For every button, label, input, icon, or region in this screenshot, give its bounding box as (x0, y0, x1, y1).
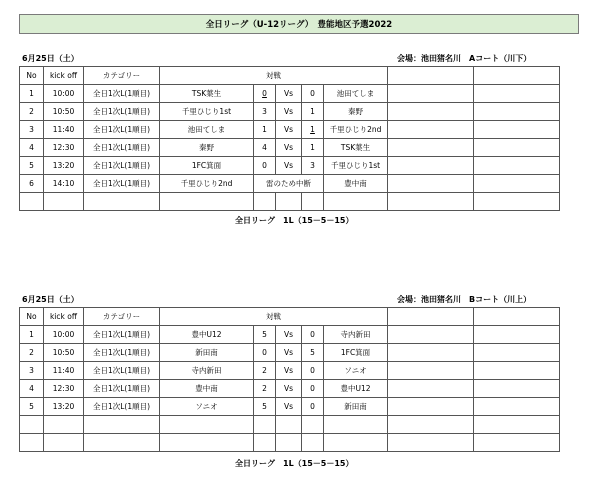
empty-cell (44, 193, 84, 211)
table-row (20, 326, 560, 344)
table-header-row (20, 67, 560, 85)
empty-cell (474, 193, 560, 211)
row-no: 5 (20, 157, 44, 175)
row-kickoff: 12:30 (44, 139, 84, 157)
row-kickoff: 10:50 (44, 103, 84, 121)
row-away-score: 0 (302, 380, 324, 398)
row-away-team: 新田南 (324, 398, 388, 416)
row-blank-2 (474, 175, 560, 193)
row-vs: Vs (276, 103, 302, 121)
row-kickoff: 10:00 (44, 326, 84, 344)
row-home-score: 0 (254, 157, 276, 175)
empty-cell (302, 416, 324, 434)
empty-cell (324, 434, 388, 452)
empty-row (20, 416, 560, 434)
row-blank-1 (388, 103, 474, 121)
row-away-score: 0 (302, 326, 324, 344)
row-away-team: 寺内新田 (324, 326, 388, 344)
row-category: 全日1次L(1順目) (84, 326, 160, 344)
row-home-score: 1 (254, 121, 276, 139)
section-b-date: 6月25日（土） (22, 295, 79, 304)
row-home-score: 3 (254, 103, 276, 121)
row-vs: Vs (276, 85, 302, 103)
row-home-team: 秦野 (160, 139, 254, 157)
header-blank-1 (388, 308, 474, 326)
row-no: 4 (20, 380, 44, 398)
row-kickoff: 13:20 (44, 157, 84, 175)
row-suspended-note: 雷のため中断 (254, 175, 324, 193)
empty-cell (302, 434, 324, 452)
row-home-team: 豊中U12 (160, 326, 254, 344)
row-kickoff: 11:40 (44, 121, 84, 139)
row-no: 5 (20, 398, 44, 416)
row-away-score: 1 (302, 103, 324, 121)
table-row (20, 121, 560, 139)
header-blank-2 (474, 308, 560, 326)
row-away-team: TSK葉生 (324, 139, 388, 157)
row-blank-1 (388, 121, 474, 139)
empty-cell (388, 193, 474, 211)
row-home-score: 0 (254, 344, 276, 362)
row-vs: Vs (276, 121, 302, 139)
empty-cell (276, 193, 302, 211)
row-blank-2 (474, 380, 560, 398)
empty-cell (44, 416, 84, 434)
empty-cell (84, 416, 160, 434)
table-header-row (20, 308, 560, 326)
row-home-score: 2 (254, 362, 276, 380)
row-home-team: 千里ひじり2nd (160, 175, 254, 193)
row-home-team: 寺内新田 (160, 362, 254, 380)
empty-cell (302, 193, 324, 211)
empty-cell (84, 434, 160, 452)
row-away-score: 1 (302, 139, 324, 157)
row-no: 4 (20, 139, 44, 157)
row-home-score: 5 (254, 326, 276, 344)
row-away-score: 0 (302, 85, 324, 103)
row-blank-1 (388, 398, 474, 416)
header-match: 対戦 (160, 308, 388, 326)
row-blank-2 (474, 121, 560, 139)
row-blank-2 (474, 85, 560, 103)
row-kickoff: 13:20 (44, 398, 84, 416)
row-blank-1 (388, 344, 474, 362)
table-row (20, 157, 560, 175)
empty-cell (254, 193, 276, 211)
row-home-team: 千里ひじり1st (160, 103, 254, 121)
row-category: 全日1次L(1順目) (84, 157, 160, 175)
row-category: 全日1次L(1順目) (84, 344, 160, 362)
row-no: 3 (20, 121, 44, 139)
empty-cell (276, 416, 302, 434)
row-away-team: 1FC箕面 (324, 344, 388, 362)
table-row (20, 103, 560, 121)
table-row (20, 362, 560, 380)
empty-cell (84, 193, 160, 211)
row-category: 全日1次L(1順目) (84, 121, 160, 139)
row-away-team: 秦野 (324, 103, 388, 121)
row-category: 全日1次L(1順目) (84, 175, 160, 193)
header-no: No (20, 308, 44, 326)
row-away-team: 千里ひじり1st (324, 157, 388, 175)
page-title: 全日リーグ（U-12リーグ） 豊能地区予選2022 (19, 14, 579, 34)
empty-cell (324, 193, 388, 211)
row-home-team: 1FC箕面 (160, 157, 254, 175)
section-b-caption: 全日リーグ 1L（15－5－15） (235, 459, 354, 468)
row-vs: Vs (276, 139, 302, 157)
table-row (20, 85, 560, 103)
header-kickoff: kick off (44, 308, 84, 326)
row-away-team: 豊中南 (324, 175, 388, 193)
empty-cell (254, 434, 276, 452)
header-no: No (20, 67, 44, 85)
row-no: 2 (20, 103, 44, 121)
table-row (20, 398, 560, 416)
row-home-score: 4 (254, 139, 276, 157)
row-home-team: 新田南 (160, 344, 254, 362)
empty-cell (44, 434, 84, 452)
section-a-venue: 会場：池田猪名川 Aコート（川下） (397, 54, 532, 63)
row-no: 3 (20, 362, 44, 380)
row-blank-1 (388, 380, 474, 398)
row-no: 2 (20, 344, 44, 362)
empty-cell (20, 434, 44, 452)
row-vs: Vs (276, 398, 302, 416)
header-kickoff: kick off (44, 67, 84, 85)
row-vs: Vs (276, 157, 302, 175)
row-blank-1 (388, 85, 474, 103)
row-vs: Vs (276, 344, 302, 362)
row-home-team: TSK葉生 (160, 85, 254, 103)
row-vs: Vs (276, 362, 302, 380)
empty-cell (474, 416, 560, 434)
row-home-team: ソニオ (160, 398, 254, 416)
empty-cell (388, 416, 474, 434)
row-away-score: 0 (302, 362, 324, 380)
header-blank-2 (474, 67, 560, 85)
row-category: 全日1次L(1順目) (84, 139, 160, 157)
row-category: 全日1次L(1順目) (84, 362, 160, 380)
row-category: 全日1次L(1順目) (84, 380, 160, 398)
header-blank-1 (388, 67, 474, 85)
empty-cell (20, 416, 44, 434)
header-match: 対戦 (160, 67, 388, 85)
row-blank-2 (474, 362, 560, 380)
empty-cell (254, 416, 276, 434)
row-vs: Vs (276, 380, 302, 398)
row-blank-1 (388, 175, 474, 193)
row-away-score: 5 (302, 344, 324, 362)
schedule-table-a (19, 66, 560, 211)
row-away-team: 池田てしま (324, 85, 388, 103)
section-a-date: 6月25日（土） (22, 54, 79, 63)
header-category: カテゴリー (84, 308, 160, 326)
row-home-score: 0 (254, 85, 276, 103)
row-blank-2 (474, 139, 560, 157)
table-row (20, 175, 560, 193)
row-away-score: 3 (302, 157, 324, 175)
row-category: 全日1次L(1順目) (84, 103, 160, 121)
row-blank-2 (474, 157, 560, 175)
row-home-team: 豊中南 (160, 380, 254, 398)
empty-row (20, 193, 560, 211)
table-row (20, 344, 560, 362)
empty-row (20, 434, 560, 452)
row-no: 1 (20, 85, 44, 103)
row-vs: Vs (276, 326, 302, 344)
row-away-score: 1 (302, 121, 324, 139)
row-kickoff: 11:40 (44, 362, 84, 380)
empty-cell (324, 416, 388, 434)
row-away-team: ソニオ (324, 362, 388, 380)
row-category: 全日1次L(1順目) (84, 398, 160, 416)
row-blank-1 (388, 326, 474, 344)
row-no: 1 (20, 326, 44, 344)
empty-cell (474, 434, 560, 452)
empty-cell (160, 434, 254, 452)
empty-cell (160, 193, 254, 211)
header-category: カテゴリー (84, 67, 160, 85)
row-blank-1 (388, 139, 474, 157)
row-away-team: 千里ひじり2nd (324, 121, 388, 139)
table-row (20, 139, 560, 157)
schedule-table-b (19, 307, 560, 452)
row-blank-2 (474, 398, 560, 416)
section-a-caption: 全日リーグ 1L（15－5－15） (235, 216, 354, 225)
row-home-score: 5 (254, 398, 276, 416)
row-home-score: 2 (254, 380, 276, 398)
empty-cell (276, 434, 302, 452)
section-b-venue: 会場：池田猪名川 Bコート（川上） (397, 295, 532, 304)
empty-cell (388, 434, 474, 452)
row-away-team: 豊中U12 (324, 380, 388, 398)
row-blank-2 (474, 103, 560, 121)
empty-cell (20, 193, 44, 211)
row-no: 6 (20, 175, 44, 193)
row-kickoff: 10:50 (44, 344, 84, 362)
row-blank-1 (388, 362, 474, 380)
row-blank-2 (474, 326, 560, 344)
row-kickoff: 10:00 (44, 85, 84, 103)
row-home-team: 池田てしま (160, 121, 254, 139)
row-blank-1 (388, 157, 474, 175)
row-kickoff: 12:30 (44, 380, 84, 398)
row-blank-2 (474, 344, 560, 362)
row-kickoff: 14:10 (44, 175, 84, 193)
row-category: 全日1次L(1順目) (84, 85, 160, 103)
table-row (20, 380, 560, 398)
row-away-score: 0 (302, 398, 324, 416)
empty-cell (160, 416, 254, 434)
